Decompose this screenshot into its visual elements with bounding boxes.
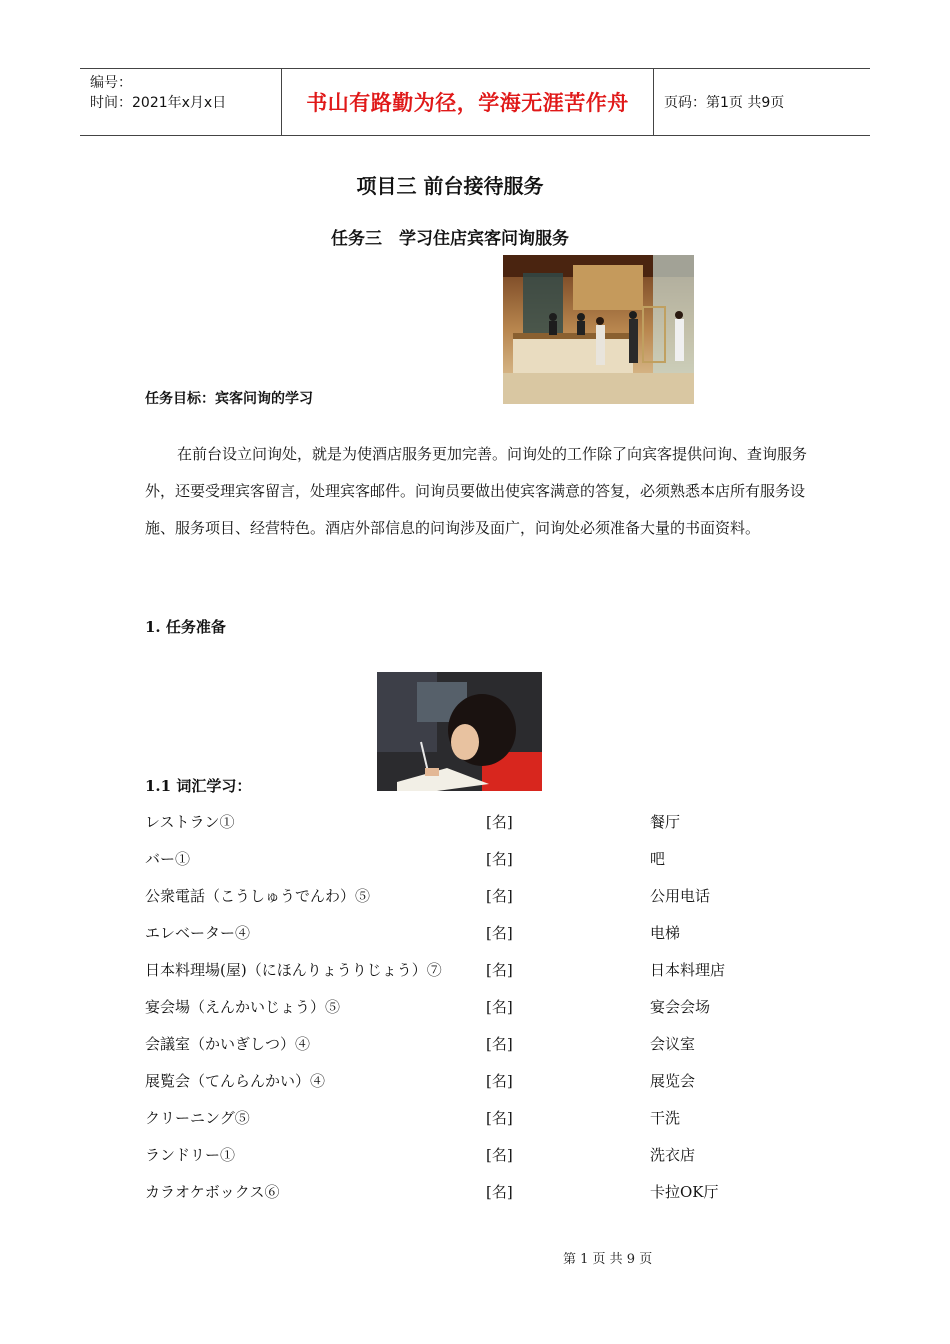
vocab-japanese: エレベーター④ [145,924,251,942]
number-label: 编号： [90,75,132,91]
vocab-row [145,804,845,841]
vocab-row [145,952,845,989]
vocab-chinese: 展览会 [650,1072,696,1090]
header-table [80,68,870,136]
vocab-pos: [名] [486,850,513,868]
vocab-japanese: ランドリー① [145,1146,236,1164]
vocab-pos: [名] [486,1109,513,1127]
vocab-japanese: 会議室（かいぎしつ）④ [145,1035,311,1053]
vocab-chinese: 公用电话 [650,887,711,905]
hotel-lobby-photo [503,255,694,404]
vocab-japanese: バー① [145,850,191,868]
vocab-chinese: 洗衣店 [650,1146,696,1164]
vocab-japanese: 日本料理場(屋)（にほんりょうりじょう）⑦ [145,961,442,979]
vocab-row [145,841,845,878]
page-info: 页码：第1页 共9页 [664,95,785,111]
intro-paragraph [145,436,825,547]
vocab-chinese: 干洗 [650,1109,681,1127]
page-title: 项目三 前台接待服务 [356,174,544,198]
intro-text: 在前台设立问询处，就是为使酒店服务更加完善。问询处的工作除了向宾客提供问询、查询服务外，还要受理宾客留言，处理宾客邮件。问询员要做出使宾客满意的答复，必须熟悉本店所有服务设施、服务项目、经营特色。酒店外部信息的问询涉及面广，问询处必须准备大量的书面资料。 [145,445,808,537]
header-page-cell [654,69,870,135]
page-footer: 第 1 页 共 9 页 [563,1252,653,1267]
vocab-pos: [名] [486,1146,513,1164]
page-subtitle: 任务三 学习住店宾客问询服务 [331,229,569,249]
header-meta-cell [80,69,282,135]
vocab-japanese: 公衆電話（こうしゅうでんわ）⑤ [145,887,371,905]
vocab-pos: [名] [486,1035,513,1053]
motto: 书山有路勤为径，学海无涯苦作舟 [306,91,629,115]
vocab-row [145,1137,845,1174]
section-heading-vocabulary: 1.1 词汇学习： [145,777,252,795]
vocab-chinese: 卡拉OK厅 [650,1183,719,1201]
vocab-row [145,1063,845,1100]
vocab-pos: [名] [486,813,513,831]
vocab-pos: [名] [486,924,513,942]
vocab-chinese: 日本料理店 [650,961,726,979]
vocabulary-list [145,804,845,1211]
vocab-pos: [名] [486,887,513,905]
vocab-japanese: クリーニング⑤ [145,1109,250,1127]
vocab-chinese: 宴会会场 [650,998,711,1016]
vocab-row [145,915,845,952]
vocab-chinese: 电梯 [650,924,681,942]
section-heading-preparation: 1. 任务准备 [145,618,226,636]
vocab-pos: [名] [486,1072,513,1090]
vocab-row [145,1100,845,1137]
header-motto-cell [282,69,654,135]
vocab-row [145,1026,845,1063]
vocab-row [145,1174,845,1211]
vocab-japanese: カラオケボックス⑥ [145,1183,280,1201]
vocab-pos: [名] [486,961,513,979]
time-label: 时间：2021年x月x日 [90,95,227,111]
vocab-japanese: レストラン① [145,813,235,831]
task-goal: 任务目标：宾客问询的学习 [145,391,313,407]
vocab-row [145,878,845,915]
vocab-chinese: 会议室 [650,1035,696,1053]
vocab-chinese: 吧 [650,850,666,868]
studying-child-photo [377,672,542,791]
vocab-row [145,989,845,1026]
vocab-japanese: 展覧会（てんらんかい）④ [145,1072,326,1090]
vocab-pos: [名] [486,998,513,1016]
vocab-pos: [名] [486,1183,513,1201]
vocab-chinese: 餐厅 [650,813,681,831]
vocab-japanese: 宴会場（えんかいじょう）⑤ [145,998,341,1016]
